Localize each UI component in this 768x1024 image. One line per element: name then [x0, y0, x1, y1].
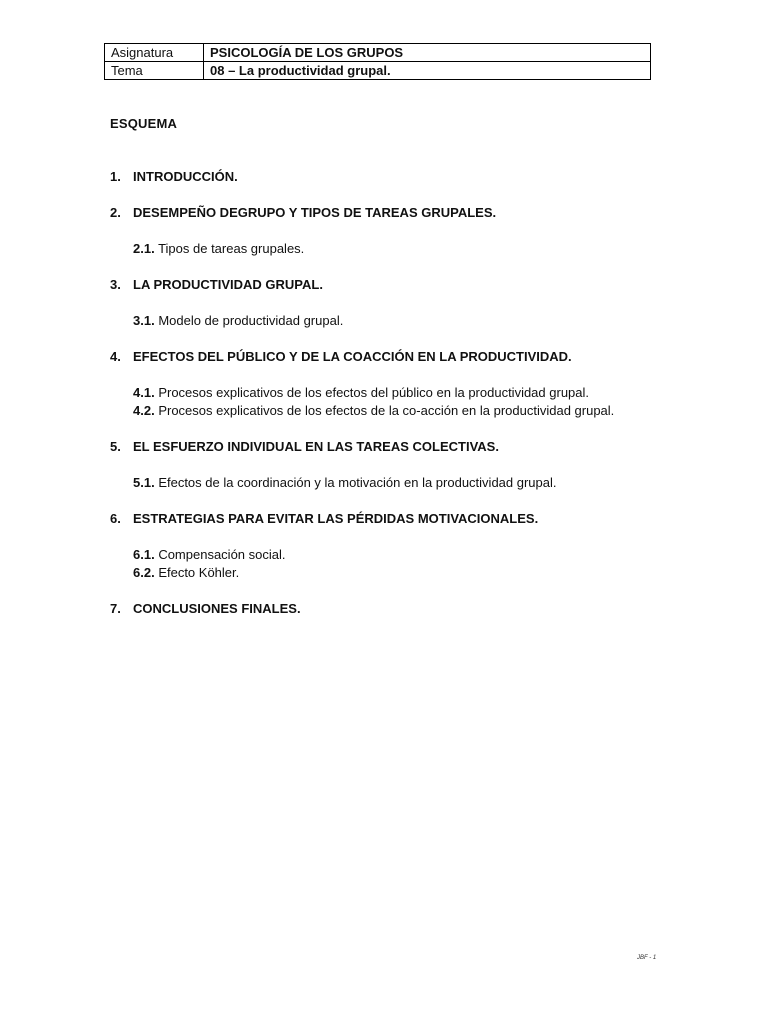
subsection-number: 6.2.	[133, 565, 155, 580]
section-title: ESTRATEGIAS PARA EVITAR LAS PÉRDIDAS MOTIVACIONALES.	[133, 511, 539, 526]
subsection-number: 4.2.	[133, 403, 155, 418]
page-footer: JBF - 1	[637, 955, 657, 961]
subsection-number: 2.1.	[133, 241, 155, 256]
subsection-list	[110, 240, 670, 258]
section-number: 1.	[110, 169, 121, 184]
section-heading	[110, 600, 670, 618]
section-title: LA PRODUCTIVIDAD GRUPAL.	[133, 277, 323, 292]
section-heading	[110, 204, 670, 222]
section-number: 7.	[110, 601, 121, 616]
subsection-list	[110, 546, 670, 582]
section-heading	[110, 276, 670, 294]
section-heading	[110, 438, 670, 456]
subsection-text: Efectos de la coordinación y la motivación en la productividad grupal.	[158, 475, 557, 490]
outline-section	[110, 204, 670, 258]
header-label: Asignatura	[105, 44, 204, 62]
header-value: 08 – La productividad grupal.	[204, 62, 651, 80]
subsection-list	[110, 384, 670, 420]
outline-section	[110, 276, 670, 330]
subsection-item	[133, 564, 670, 582]
section-heading	[110, 168, 670, 186]
section-number: 6.	[110, 511, 121, 526]
outline-section	[110, 510, 670, 582]
subsection-text: Procesos explicativos de los efectos de la co-acción en la productividad grupal.	[158, 403, 615, 418]
section-title: EL ESFUERZO INDIVIDUAL EN LAS TAREAS COLECTIVAS.	[133, 439, 499, 454]
section-heading	[110, 510, 670, 528]
outline	[110, 168, 670, 618]
subsection-list	[110, 474, 670, 492]
outline-section	[110, 348, 670, 420]
header-row-subject	[105, 44, 651, 62]
subsection-number: 3.1.	[133, 313, 155, 328]
section-number: 3.	[110, 277, 121, 292]
spacer	[110, 330, 670, 348]
outline-section	[110, 600, 670, 618]
spacer	[110, 492, 670, 510]
subsection-item	[133, 474, 670, 492]
subsection-text: Tipos de tareas grupales.	[158, 241, 305, 256]
subsection-number: 6.1.	[133, 547, 155, 562]
section-title: EFECTOS DEL PÚBLICO Y DE LA COACCIÓN EN LA PRODUCTIVIDAD.	[133, 349, 572, 364]
section-number: 4.	[110, 349, 121, 364]
document-title: ESQUEMA	[110, 116, 178, 131]
subsection-text: Modelo de productividad grupal.	[158, 313, 344, 328]
subsection-text: Efecto Köhler.	[158, 565, 240, 580]
header-table	[104, 43, 651, 80]
spacer	[110, 186, 670, 204]
subsection-item	[133, 384, 670, 402]
subsection-text: Procesos explicativos de los efectos del público en la productividad grupal.	[158, 385, 590, 400]
header-row-topic	[105, 62, 651, 80]
subsection-text: Compensación social.	[158, 547, 286, 562]
outline-section	[110, 168, 670, 186]
subsection-item	[133, 240, 670, 258]
header-label: Tema	[105, 62, 204, 80]
subsection-item	[133, 312, 670, 330]
outline-section	[110, 438, 670, 492]
subsection-item	[133, 546, 670, 564]
section-title: DESEMPEÑO DEGRUPO Y TIPOS DE TAREAS GRUPALES.	[133, 205, 497, 220]
section-number: 5.	[110, 439, 121, 454]
spacer	[110, 420, 670, 438]
section-number: 2.	[110, 205, 121, 220]
section-title: CONCLUSIONES FINALES.	[133, 601, 301, 616]
subsection-number: 4.1.	[133, 385, 155, 400]
section-title: INTRODUCCIÓN.	[133, 169, 238, 184]
spacer	[110, 582, 670, 600]
header-value: PSICOLOGÍA DE LOS GRUPOS	[204, 44, 651, 62]
section-heading	[110, 348, 670, 366]
subsection-list	[110, 312, 670, 330]
subsection-number: 5.1.	[133, 475, 155, 490]
subsection-item	[133, 402, 670, 420]
spacer	[110, 258, 670, 276]
